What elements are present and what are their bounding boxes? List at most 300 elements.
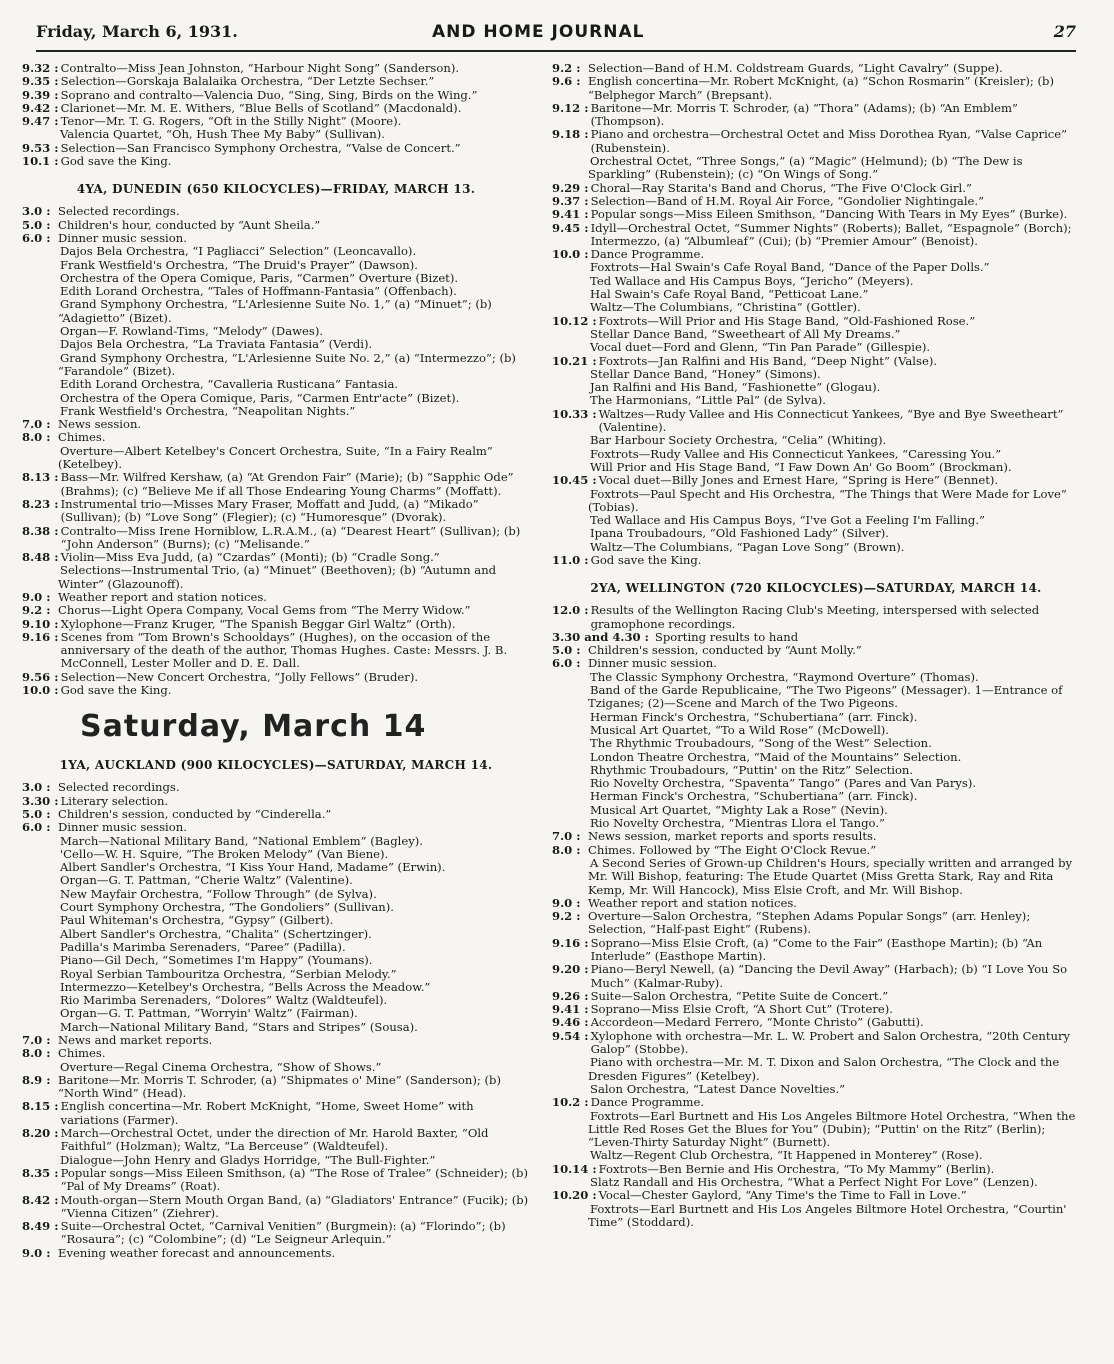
entry-text: The Classic Symphony Orchestra, “Raymond Overture” (Thomas). bbox=[590, 669, 979, 684]
schedule-entry bbox=[22, 618, 530, 631]
schedule-entry bbox=[22, 1100, 530, 1127]
schedule-entry bbox=[552, 474, 1080, 487]
entry-time: 8.0 : bbox=[22, 1046, 51, 1061]
entry-text: Selection—San Francisco Symphony Orchestra, “Valse de Concert.” bbox=[60, 140, 461, 155]
schedule-entry bbox=[552, 790, 1080, 803]
entry-text: Foxtrots—Will Prior and His Stage Band, “Old-Fashioned Rose.” bbox=[598, 313, 976, 328]
entry-time: 9.20 : bbox=[552, 962, 589, 977]
schedule-entry bbox=[22, 981, 530, 994]
schedule-entry bbox=[22, 128, 530, 141]
entry-time: 9.47 : bbox=[22, 114, 59, 129]
schedule-entry bbox=[22, 1194, 530, 1221]
entry-text: Will Prior and His Stage Band, “I Faw Down An' Go Boom” (Brockman). bbox=[590, 459, 1012, 474]
entry-text: Stellar Dance Band, “Honey” (Simons). bbox=[590, 366, 821, 381]
schedule-entry bbox=[552, 381, 1080, 394]
entry-text: Suite—Salon Orchestra, “Petite Suite de Concert.” bbox=[590, 988, 889, 1003]
schedule-entry bbox=[22, 874, 530, 887]
entry-text: God save the King. bbox=[60, 683, 172, 698]
entry-time: 5.0 : bbox=[22, 217, 51, 232]
entry-time: 9.35 : bbox=[22, 74, 59, 89]
entry-text: March—National Military Band, “National Emblem” (Bagley). bbox=[60, 833, 423, 848]
entry-time: 3.30 : bbox=[22, 793, 59, 808]
schedule-entry bbox=[552, 248, 1080, 261]
schedule-entry bbox=[552, 261, 1080, 274]
entry-text: News and market reports. bbox=[58, 1033, 213, 1047]
entry-text: 'Cello—W. H. Squire, “The Broken Melody” (Van Biene). bbox=[60, 846, 389, 861]
entry-text: Chorus—Light Opera Company, Vocal Gems from “The Merry Widow.” bbox=[58, 603, 471, 618]
schedule-entry bbox=[22, 1127, 530, 1154]
schedule-entry bbox=[552, 288, 1080, 301]
schedule-entry bbox=[552, 857, 1080, 897]
schedule-entry bbox=[22, 75, 530, 88]
schedule-entry bbox=[22, 1154, 530, 1167]
schedule-entry bbox=[552, 514, 1080, 527]
schedule-entry bbox=[22, 392, 530, 405]
schedule-entry bbox=[22, 102, 530, 115]
entry-text: Overture—Regal Cinema Orchestra, “Show of Shows.” bbox=[60, 1059, 382, 1074]
schedule-entry bbox=[552, 671, 1080, 684]
schedule-entry bbox=[552, 461, 1080, 474]
entry-text: Selected recordings. bbox=[58, 780, 180, 795]
day-heading: Saturday, March 14 bbox=[80, 709, 427, 745]
entry-text: Bar Harbour Society Orchestra, “Celia” (Whiting). bbox=[590, 433, 887, 448]
entry-time: 8.42 : bbox=[22, 1192, 59, 1207]
entry-time: 7.0 : bbox=[552, 829, 581, 844]
entry-text: London Theatre Orchestra, “Maid of the Mountains” Selection. bbox=[590, 749, 962, 764]
entry-time: 9.10 : bbox=[22, 616, 59, 631]
entry-text: Vocal—Chester Gaylord, “Any Time's the Time to Fall in Love.” bbox=[598, 1188, 967, 1203]
schedule-entry bbox=[22, 155, 530, 168]
entry-time: 9.39 : bbox=[22, 87, 59, 102]
schedule-entry bbox=[552, 1163, 1080, 1176]
entry-text: Selection—New Concert Orchestra, “Jolly Fellows” (Bruder). bbox=[60, 669, 419, 684]
schedule-entry bbox=[22, 378, 530, 391]
schedule-entry bbox=[552, 222, 1080, 249]
schedule-entry bbox=[552, 1189, 1080, 1202]
entry-text: Ted Wallace and His Campus Boys, “Jericho” (Meyers). bbox=[590, 273, 914, 288]
schedule-entry bbox=[552, 128, 1080, 155]
entry-text: Rio Novelty Orchestra, “Mientras Llora el Tango.” bbox=[590, 816, 885, 831]
entry-text: God save the King. bbox=[590, 552, 702, 567]
schedule-entry bbox=[552, 102, 1080, 129]
schedule-entry bbox=[22, 418, 530, 431]
schedule-entry bbox=[22, 338, 530, 351]
entry-time: 8.35 : bbox=[22, 1165, 59, 1180]
entry-text: Intermezzo—Ketelbey's Orchestra, “Bells Across the Meadow.” bbox=[60, 979, 431, 994]
entry-text: Xylophone—Franz Kruger, “The Spanish Beggar Girl Waltz” (Orth). bbox=[60, 616, 456, 631]
entry-text: Rio Marimba Serenaders, “Dolores” Waltz (Waldteufel). bbox=[60, 993, 388, 1008]
schedule-entry bbox=[552, 1030, 1080, 1057]
schedule-entry bbox=[22, 591, 530, 604]
schedule-entry bbox=[22, 564, 530, 591]
schedule-entry bbox=[22, 431, 530, 444]
schedule-entry bbox=[22, 445, 530, 472]
entry-text: Foxtrots—Earl Burtnett and His Los Angeles Biltmore Hotel Orchestra, “When the Little Red Roses Get the Blues for You” (Dubin); “Puttin' on the Ritz” (Berlin); “Leven-Thirty Saturday Night” (Burnett). bbox=[588, 1108, 1076, 1150]
entry-text: Chimes. bbox=[58, 1046, 106, 1061]
entry-time: 5.0 : bbox=[552, 643, 581, 658]
entry-time: 9.37 : bbox=[552, 193, 589, 208]
schedule-entry bbox=[552, 182, 1080, 195]
schedule-entry bbox=[552, 554, 1080, 567]
schedule-entry bbox=[22, 861, 530, 874]
entry-text: Overture—Albert Ketelbey's Concert Orchestra, Suite, “In a Fairy Realm” (Ketelbey). bbox=[58, 443, 493, 472]
schedule-entry bbox=[22, 1021, 530, 1034]
entry-text: Edith Lorand Orchestra, “Cavalleria Rusticana” Fantasia. bbox=[60, 377, 399, 392]
entry-text: The Harmonians, “Little Pal” (de Sylva). bbox=[590, 393, 826, 408]
entry-time: 9.0 : bbox=[22, 589, 51, 604]
entry-time: 8.9 : bbox=[22, 1072, 51, 1087]
schedule-entry bbox=[552, 408, 1080, 435]
dunedin-heading: 4YA, DUNEDIN (650 KILOCYCLES)—FRIDAY, MARCH 13. bbox=[76, 182, 476, 197]
entry-time: 3.0 : bbox=[22, 780, 51, 795]
entry-time: 6.0 : bbox=[552, 656, 581, 671]
entry-text: Piano—Gil Dech, “Sometimes I'm Happy” (Youmans). bbox=[60, 953, 373, 968]
schedule-entry bbox=[552, 394, 1080, 407]
entry-text: Waltz—Regent Club Orchestra, “It Happened in Monterey” (Rose). bbox=[590, 1148, 983, 1163]
schedule-entry bbox=[552, 711, 1080, 724]
entry-time: 9.45 : bbox=[552, 220, 589, 235]
schedule-entry bbox=[552, 355, 1080, 368]
entry-text: Scenes from “Tom Brown's Schooldays” (Hughes), on the occasion of the anniversary of the death of the author, Thomas Hughes. Caste: Messrs. J. B. McConnell, Lester Moller and D. E. Dall. bbox=[60, 629, 508, 671]
entry-text: Selection—Band of H.M. Royal Air Force, “Gondolier Nightingale.” bbox=[590, 193, 984, 208]
header-date: Friday, March 6, 1931. bbox=[36, 22, 238, 41]
schedule-entry bbox=[22, 272, 530, 285]
entry-time: 9.2 : bbox=[552, 61, 581, 75]
entry-text: Paul Whiteman's Orchestra, “Gypsy” (Gilbert). bbox=[60, 913, 334, 928]
left-top-list bbox=[22, 62, 530, 168]
entry-text: Contralto—Miss Irene Horniblow, L.R.A.M., (a) “Dearest Heart” (Sullivan); (b) “John Anderson” (Burns); (c) “Melisande.” bbox=[60, 523, 521, 551]
entry-text: Soprano and contralto—Valencia Duo, “Sing, Sing, Birds on the Wing.” bbox=[60, 87, 478, 102]
schedule-entry bbox=[552, 751, 1080, 764]
schedule-entry bbox=[22, 1034, 530, 1047]
entry-text: Frank Westfield's Orchestra, “Neapolitan Nights.” bbox=[60, 403, 356, 418]
entry-text: Selected recordings. bbox=[58, 204, 180, 219]
entry-text: Sporting results to hand bbox=[654, 629, 799, 644]
entry-text: Dinner music session. bbox=[588, 656, 717, 671]
schedule-entry bbox=[552, 328, 1080, 341]
entry-text: Instrumental trio—Misses Mary Fraser, Moffatt and Judd, (a) “Mikado” (Sullivan); (b) “Love Song” (Flegier); (c) “Humoresque” (Dvorak). bbox=[60, 496, 479, 525]
entry-text: News session, market reports and sports results. bbox=[588, 829, 877, 844]
entry-time: 9.46 : bbox=[552, 1015, 589, 1030]
schedule-entry bbox=[552, 541, 1080, 554]
entry-text: Rio Novelty Orchestra, “Spaventa” Tango” (Pares and Van Parys). bbox=[590, 776, 977, 791]
entry-text: Bass—Mr. Wilfred Kershaw, (a) “At Grendon Fair” (Marie); (b) “Sapphic Ode” (Brahms); (c) “Believe Me if all Those Endearing Young Charms” (Moffatt). bbox=[60, 470, 514, 498]
schedule-entry bbox=[552, 963, 1080, 990]
entry-text: Edith Lorand Orchestra, “Tales of Hoffmann-Fantasia” (Offenbach). bbox=[60, 284, 457, 299]
entry-text: Selections—Instrumental Trio, (a) “Minuet” (Beethoven); (b) “Autumn and Winter” (Glazounoff). bbox=[58, 563, 497, 591]
entry-text: News session. bbox=[58, 417, 142, 432]
entry-time: 9.0 : bbox=[552, 895, 581, 910]
entry-time: 10.33 : bbox=[552, 406, 597, 421]
entry-text: Organ—G. T. Pattman, “Cherie Waltz” (Valentine). bbox=[60, 873, 353, 888]
entry-text: New Mayfair Orchestra, “Follow Through” (de Sylva). bbox=[60, 886, 377, 901]
entry-text: Tenor—Mr. T. G. Rogers, “Oft in the Stilly Night” (Moore). bbox=[60, 114, 402, 129]
entry-text: Selection—Band of H.M. Coldstream Guards, “Light Cavalry” (Suppe). bbox=[588, 61, 1003, 75]
entry-text: Albert Sandler's Orchestra, “Chalita” (Schertzinger). bbox=[60, 926, 372, 941]
entry-time: 3.30 and 4.30 : bbox=[552, 629, 649, 644]
entry-time: 9.41 : bbox=[552, 1002, 589, 1017]
schedule-entry bbox=[552, 315, 1080, 328]
schedule-entry bbox=[552, 75, 1080, 102]
left-column bbox=[22, 62, 530, 1260]
entry-text: Mouth-organ—Stern Mouth Organ Band, (a) “Gladiators' Entrance” (Fucik); (b) “Vienna Citizen” (Ziehrer). bbox=[60, 1192, 529, 1220]
entry-time: 10.12 : bbox=[552, 313, 597, 328]
entry-text: Weather report and station notices. bbox=[58, 589, 267, 604]
entry-text: Piano with orchestra—Mr. M. T. Dixon and Salon Orchestra, “The Clock and the Dresden Figures” (Ketelbey). bbox=[588, 1055, 1060, 1083]
entry-text: Jan Ralfini and His Band, “Fashionette” (Glogau). bbox=[590, 380, 881, 395]
entry-text: Dajos Bela Orchestra, “La Traviata Fantasia” (Verdi). bbox=[60, 337, 373, 352]
entry-text: Waltz—The Columbians, “Pagan Love Song” (Brown). bbox=[590, 539, 905, 554]
schedule-entry bbox=[552, 1056, 1080, 1083]
schedule-entry bbox=[552, 777, 1080, 790]
schedule-entry bbox=[22, 405, 530, 418]
schedule-entry bbox=[22, 1047, 530, 1060]
entry-time: 8.0 : bbox=[552, 842, 581, 857]
schedule-entry bbox=[22, 821, 530, 834]
schedule-entry bbox=[552, 1149, 1080, 1162]
schedule-entry bbox=[552, 804, 1080, 817]
entry-text: Children's session, conducted by “Aunt Molly.” bbox=[588, 643, 862, 658]
entry-time: 8.23 : bbox=[22, 496, 59, 511]
entry-time: 10.20 : bbox=[552, 1188, 597, 1203]
entry-time: 9.0 : bbox=[22, 1245, 51, 1260]
schedule-entry bbox=[552, 1003, 1080, 1016]
schedule-entry bbox=[22, 994, 530, 1007]
entry-time: 9.18 : bbox=[552, 127, 589, 142]
schedule-entry bbox=[22, 142, 530, 155]
entry-text: Baritone—Mr. Morris T. Schroder, (a) “Shipmates o' Mine” (Sanderson); (b) “North Wind” (Head). bbox=[58, 1072, 501, 1101]
entry-text: Piano and orchestra—Orchestral Octet and Miss Dorothea Ryan, “Valse Caprice” (Rubenstein). bbox=[590, 127, 1068, 155]
schedule-entry bbox=[552, 1110, 1080, 1150]
entry-time: 9.54 : bbox=[552, 1028, 589, 1043]
entry-text: Rhythmic Troubadours, “Puttin' on the Ritz” Selection. bbox=[590, 762, 914, 777]
wellington-heading: 2YA, WELLINGTON (720 KILOCYCLES)—SATURDAY, MARCH 14. bbox=[590, 581, 1042, 596]
entry-text: Ipana Troubadours, “Old Fashioned Lady” (Silver). bbox=[590, 526, 889, 541]
entry-time: 9.41 : bbox=[552, 207, 589, 222]
entry-time: 9.42 : bbox=[22, 100, 59, 115]
schedule-entry bbox=[552, 195, 1080, 208]
entry-text: Musical Art Quartet, “To a Wild Rose” (McDowell). bbox=[590, 722, 889, 737]
schedule-entry bbox=[552, 990, 1080, 1003]
entry-text: Foxtrots—Paul Specht and His Orchestra, “The Things that Were Made for Love” (Tobias). bbox=[588, 486, 1067, 514]
schedule-entry bbox=[552, 208, 1080, 221]
entry-text: Idyll—Orchestral Octet, “Summer Nights” (Roberts); Ballet, “Espagnole” (Borch); Intermezzo, (a) “Albumleaf” (Cui); (b) “Premier Amour” (Benoist). bbox=[590, 220, 1072, 248]
entry-text: The Rhythmic Troubadours, “Song of the West” Selection. bbox=[590, 736, 932, 751]
schedule-entry bbox=[22, 684, 530, 697]
right-column bbox=[552, 62, 1080, 1229]
entry-text: Weather report and station notices. bbox=[588, 895, 797, 910]
entry-time: 12.0 : bbox=[552, 603, 589, 618]
entry-time: 7.0 : bbox=[22, 1033, 51, 1047]
entry-text: Vocal duet—Billy Jones and Ernest Hare, “Spring is Here” (Bennet). bbox=[598, 473, 999, 488]
entry-text: Literary selection. bbox=[60, 793, 169, 808]
entry-time: 9.2 : bbox=[22, 603, 51, 618]
schedule-entry bbox=[22, 1247, 530, 1260]
entry-text: Orchestra of the Opera Comique, Paris, “Carmen Entr'acte” (Bizet). bbox=[60, 390, 460, 405]
schedule-entry bbox=[552, 817, 1080, 830]
entry-time: 10.0 : bbox=[22, 683, 59, 698]
schedule-entry bbox=[22, 62, 530, 75]
entry-text: Herman Finck's Orchestra, “Schubertiana” (arr. Finck). bbox=[590, 709, 918, 724]
entry-text: Chimes. Followed by “The Eight O'Clock Revue.” bbox=[588, 842, 877, 857]
entry-text: Dance Programme. bbox=[590, 1095, 705, 1110]
entry-text: Foxtrots—Ben Bernie and His Orchestra, “To My Mammy” (Berlin). bbox=[598, 1161, 995, 1176]
entry-text: Albert Sandler's Orchestra, “I Kiss Your Hand, Madame” (Erwin). bbox=[60, 860, 446, 875]
schedule-entry bbox=[22, 352, 530, 379]
entry-time: 9.16 : bbox=[552, 935, 589, 950]
schedule-entry bbox=[552, 527, 1080, 540]
auckland-heading: 1YA, AUCKLAND (900 KILOCYCLES)—SATURDAY, MARCH 14. bbox=[59, 758, 493, 773]
entry-text: Valencia Quartet, “Oh, Hush Thee My Baby” (Sullivan). bbox=[60, 127, 385, 142]
schedule-entry bbox=[552, 830, 1080, 843]
schedule-entry bbox=[22, 795, 530, 808]
schedule-entry bbox=[22, 285, 530, 298]
entry-text: Piano—Beryl Newell, (a) “Dancing the Devil Away” (Harbach); (b) “I Love You So Much” (Kalmar-Ruby). bbox=[590, 962, 1068, 990]
entry-text: Court Symphony Orchestra, “The Gondoliers” (Sullivan). bbox=[60, 900, 394, 915]
schedule-entry bbox=[552, 724, 1080, 737]
schedule-entry bbox=[22, 89, 530, 102]
entry-text: March—Orchestral Octet, under the direction of Mr. Harold Baxter, “Old Faithful” (Holzman); Waltz, “La Berceuse” (Waldteufel). bbox=[60, 1126, 489, 1154]
entry-text: Grand Symphony Orchestra, “L'Arlesienne Suite No. 2,” (a) “Intermezzo”; (b) “Farandole” (Bizet). bbox=[58, 350, 516, 378]
entry-text: Frank Westfield's Orchestra, “The Druid's Prayer” (Dawson). bbox=[60, 257, 418, 272]
entry-time: 9.29 : bbox=[552, 180, 589, 195]
entry-text: Selection—Gorskaja Balalaika Orchestra, “Der Letzte Sechser.” bbox=[60, 74, 435, 89]
entry-text: Children's session, conducted by “Cinderella.” bbox=[58, 806, 332, 821]
schedule-entry bbox=[22, 1007, 530, 1020]
header-title: AND HOME JOURNAL bbox=[432, 22, 645, 42]
page-header bbox=[36, 18, 1076, 52]
entry-time: 10.14 : bbox=[552, 1161, 597, 1176]
schedule-entry bbox=[552, 1096, 1080, 1109]
entry-time: 8.38 : bbox=[22, 523, 59, 538]
schedule-entry bbox=[22, 928, 530, 941]
entry-text: Violin—Miss Eva Judd, (a) “Czardas” (Monti); (b) “Cradle Song.” bbox=[60, 550, 440, 565]
schedule-entry bbox=[22, 205, 530, 218]
schedule-entry bbox=[552, 301, 1080, 314]
schedule-entry bbox=[552, 897, 1080, 910]
entry-time: 8.15 : bbox=[22, 1099, 59, 1114]
schedule-entry bbox=[22, 968, 530, 981]
schedule-entry bbox=[552, 1083, 1080, 1096]
entry-time: 6.0 : bbox=[22, 820, 51, 835]
schedule-entry bbox=[22, 848, 530, 861]
entry-time: 9.2 : bbox=[552, 909, 581, 924]
schedule-entry bbox=[552, 937, 1080, 964]
entry-time: 10.45 : bbox=[552, 473, 597, 488]
schedule-entry bbox=[22, 245, 530, 258]
schedule-entry bbox=[22, 941, 530, 954]
entry-text: Orchestra of the Opera Comique, Paris, “Carmen” Overture (Bizet). bbox=[60, 270, 459, 285]
entry-text: Slatz Randall and His Orchestra, “What a Perfect Night For Love” (Lenzen). bbox=[590, 1175, 1038, 1190]
schedule-entry bbox=[22, 232, 530, 245]
entry-time: 6.0 : bbox=[22, 230, 51, 245]
entry-text: English concertina—Mr. Robert McKnight, (a) “Schon Rosmarin” (Kreisler); (b) “Belphegor March” (Brepsant). bbox=[588, 74, 1054, 102]
schedule-entry bbox=[552, 644, 1080, 657]
entry-text: Musical Art Quartet, “Mighty Lak a Rose” (Nevin). bbox=[590, 802, 888, 817]
entry-time: 8.0 : bbox=[22, 430, 51, 445]
schedule-entry bbox=[22, 781, 530, 794]
entry-text: Soprano—Miss Elsie Croft, (a) “Come to the Fair” (Easthope Martin); (b) “An Interlude” (Easthope Martin). bbox=[590, 935, 1043, 963]
schedule-entry bbox=[22, 551, 530, 564]
entry-text: Foxtrots—Rudy Vallee and His Connecticut Yankees, “Caressing You.” bbox=[590, 446, 1002, 461]
schedule-entry bbox=[22, 1061, 530, 1074]
entry-text: Foxtrots—Earl Burtnett and His Los Angeles Biltmore Hotel Orchestra, “Courtin' Time” (Stoddard). bbox=[588, 1201, 1067, 1229]
entry-text: Padilla's Marimba Serenaders, “Paree” (Padilla). bbox=[60, 939, 346, 954]
entry-text: Soprano—Miss Elsie Croft, “A Short Cut” (Trotere). bbox=[590, 1002, 893, 1017]
entry-text: Salon Orchestra, “Latest Dance Novelties.” bbox=[590, 1081, 846, 1096]
entry-text: Dajos Bela Orchestra, “I Pagliacci” Selection” (Leoncavallo). bbox=[60, 244, 417, 259]
schedule-entry bbox=[552, 684, 1080, 711]
right-top-list bbox=[552, 62, 1080, 567]
schedule-entry bbox=[552, 764, 1080, 777]
schedule-entry bbox=[22, 259, 530, 272]
entry-text: Royal Serbian Tambouritza Orchestra, “Serbian Melody.” bbox=[60, 966, 397, 981]
schedule-entry bbox=[22, 498, 530, 525]
page-number: 27 bbox=[1053, 22, 1076, 41]
schedule-entry bbox=[22, 835, 530, 848]
entry-text: Chimes. bbox=[58, 430, 106, 445]
entry-text: Stellar Dance Band, “Sweetheart of All My Dreams.” bbox=[590, 326, 901, 341]
schedule-entry bbox=[22, 115, 530, 128]
wellington-list bbox=[552, 604, 1080, 1229]
schedule-entry bbox=[22, 1220, 530, 1247]
entry-text: Foxtrots—Jan Ralfini and His Band, “Deep Night” (Valse). bbox=[598, 353, 938, 368]
entry-text: March—National Military Band, “Stars and Stripes” (Sousa). bbox=[60, 1019, 418, 1034]
entry-text: Xylophone with orchestra—Mr. L. W. Probert and Salon Orchestra, “20th Century Galop” (Stobbe). bbox=[590, 1028, 1071, 1057]
entry-time: 9.56 : bbox=[22, 669, 59, 684]
entry-text: Contralto—Miss Jean Johnston, “Harbour Night Song” (Sanderson). bbox=[60, 61, 460, 75]
entry-text: Suite—Orchestral Octet, “Carnival Venitien” (Burgmein): (a) “Florindo”; (b) “Rosaura”; (c) “Colombine”; (d) “Le Seigneur Arlequin.” bbox=[60, 1219, 506, 1247]
entry-text: Grand Symphony Orchestra, “L'Arlesienne Suite No. 1,” (a) “Minuet”; (b) “Adagietto” (Bizet). bbox=[58, 297, 492, 325]
dunedin-list bbox=[22, 205, 530, 697]
entry-time: 9.53 : bbox=[22, 140, 59, 155]
schedule-entry bbox=[22, 914, 530, 927]
schedule-entry bbox=[22, 525, 530, 552]
schedule-entry bbox=[22, 298, 530, 325]
entry-time: 10.0 : bbox=[552, 247, 589, 262]
schedule-entry bbox=[552, 341, 1080, 354]
entry-time: 8.20 : bbox=[22, 1126, 59, 1141]
entry-time: 8.49 : bbox=[22, 1219, 59, 1234]
entry-text: Popular songs—Miss Eileen Smithson, (a) “The Rose of Tralee” (Schneider); (b) “Pal of My Dreams” (Roat). bbox=[60, 1165, 529, 1194]
schedule-entry bbox=[552, 448, 1080, 461]
entry-time: 8.13 : bbox=[22, 470, 59, 485]
entry-text: Choral—Ray Starita's Band and Chorus, “The Five O'Clock Girl.” bbox=[590, 180, 972, 195]
schedule-entry bbox=[552, 631, 1080, 644]
schedule-entry bbox=[552, 434, 1080, 447]
schedule-entry bbox=[22, 888, 530, 901]
entry-text: Children's hour, conducted by “Aunt Sheila.” bbox=[58, 217, 321, 232]
schedule-entry bbox=[552, 62, 1080, 75]
entry-text: Foxtrots—Hal Swain's Cafe Royal Band, “Dance of the Paper Dolls.” bbox=[590, 260, 990, 275]
entry-text: Popular songs—Miss Eileen Smithson, “Dancing With Tears in My Eyes” (Burke). bbox=[590, 207, 1068, 222]
entry-text: Orchestral Octet, “Three Songs,” (a) “Magic” (Helmund); (b) “The Dew is Sparkling” (Rubenstein); (c) “On Wings of Song.” bbox=[588, 154, 1023, 182]
schedule-entry bbox=[552, 1203, 1080, 1230]
entry-time: 9.26 : bbox=[552, 988, 589, 1003]
entry-text: Dinner music session. bbox=[58, 230, 187, 245]
entry-time: 10.1 : bbox=[22, 154, 59, 169]
entry-text: Organ—G. T. Pattman, “Worryin' Waltz” (Fairman). bbox=[60, 1006, 358, 1021]
schedule-entry bbox=[22, 325, 530, 338]
entry-time: 3.0 : bbox=[22, 204, 51, 219]
schedule-entry bbox=[552, 275, 1080, 288]
schedule-entry bbox=[22, 954, 530, 967]
entry-text: Vocal duet—Ford and Glenn, “Tin Pan Parade” (Gillespie). bbox=[590, 340, 931, 355]
schedule-entry bbox=[552, 604, 1080, 631]
schedule-entry bbox=[552, 1176, 1080, 1189]
entry-text: Ted Wallace and His Campus Boys, “I've Got a Feeling I'm Falling.” bbox=[590, 513, 985, 528]
entry-time: 7.0 : bbox=[22, 417, 51, 432]
